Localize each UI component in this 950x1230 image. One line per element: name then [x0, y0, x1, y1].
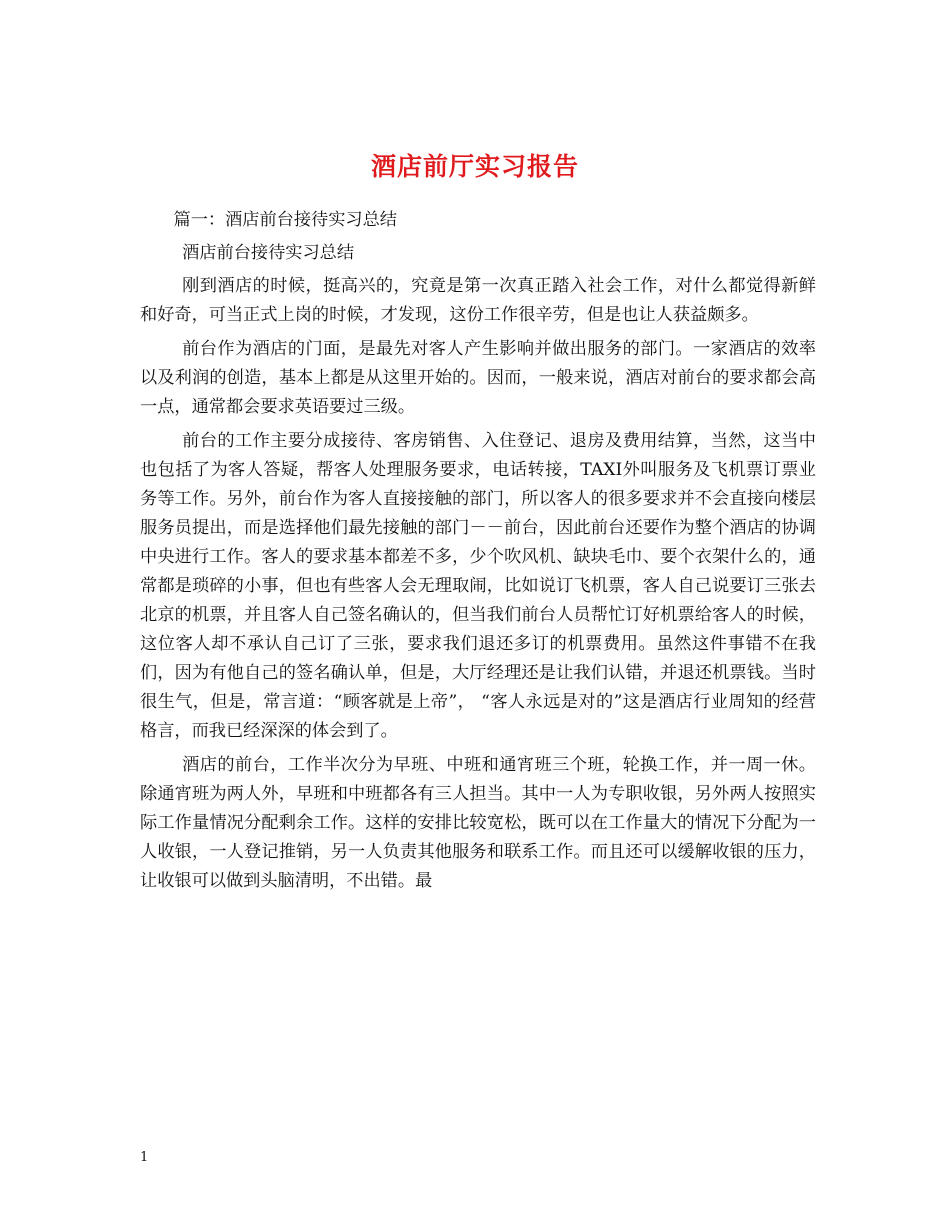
document-title: 酒店前厅实习报告 [370, 151, 579, 181]
section-heading: 篇一：酒店前台接待实习总结 [173, 210, 397, 230]
paragraph-4: 酒店的前台，工作半次分为早班、中班和通宵班三个班，轮换工作，并一周一休。除通宵班为两人外，早班和中班都各有三人担当。其中一人为专职收银，另外两人按照实际工作量情况分配剩余工作。这样的安排比较宽松，既可以在工作量大的情况下分配为一人收银，一人登记推销，另一人负责其他服务和联系工作。而且还可以缓解收银的压力，让收银可以做到头脑清明，不出错。最 [140, 755, 816, 891]
paragraph-3: 前台的工作主要分成接待、客房销售、入住登记、退房及费用结算，当然，这当中也包括了为客人答疑，帮客人处理服务要求，电话转接，TAXI外叫服务及飞机票订票业务等工作。另外，前台作为客人直接接触的部门，所以客人的很多要求并不会直接向楼层服务员提出，而是选择他们最先接触的部门－－前台，因此前台还要作为整个酒店的协调中央进行工作。客人的要求基本都差不多，少个吹风机、缺块毛巾、要个衣架什么的，通常都是琐碎的小事，但也有些客人会无理取闹，比如说订飞机票，客人自己说要订三张去北京的机票，并且客人自己签名确认的，但当我们前台人员帮忙订好机票给客人的时候，这位客人却不承认自己订了三张，要求我们退还多订的机票费用。虽然这件事错不在我们，因为有他自己的签名确认单，但是，大厅经理还是让我们认错，并退还机票钱。当时很生气，但是，常言道：“顾客就是上帝”， “客人永远是对的”这是酒店行业周知的经营格言，而我已经深深的体会到了。 [140, 431, 816, 741]
section-subheading: 酒店前台接待实习总结 [182, 243, 355, 263]
paragraph-1: 刚到酒店的时候，挺高兴的，究竟是第一次真正踏入社会工作，对什么都觉得新鲜和好奇，可当正式上岗的时候，才发现，这份工作很辛劳，但是也让人获益颇多。 [140, 276, 816, 325]
document-body [140, 206, 816, 901]
paragraph-2: 前台作为酒店的门面，是最先对客人产生影响并做出服务的部门。一家酒店的效率以及利润的创造，基本上都是从这里开始的。因而，一般来说，酒店对前台的要求都会高一点，通常都会要求英语要过三级。 [140, 339, 816, 417]
page-number: 1 [140, 1150, 149, 1165]
